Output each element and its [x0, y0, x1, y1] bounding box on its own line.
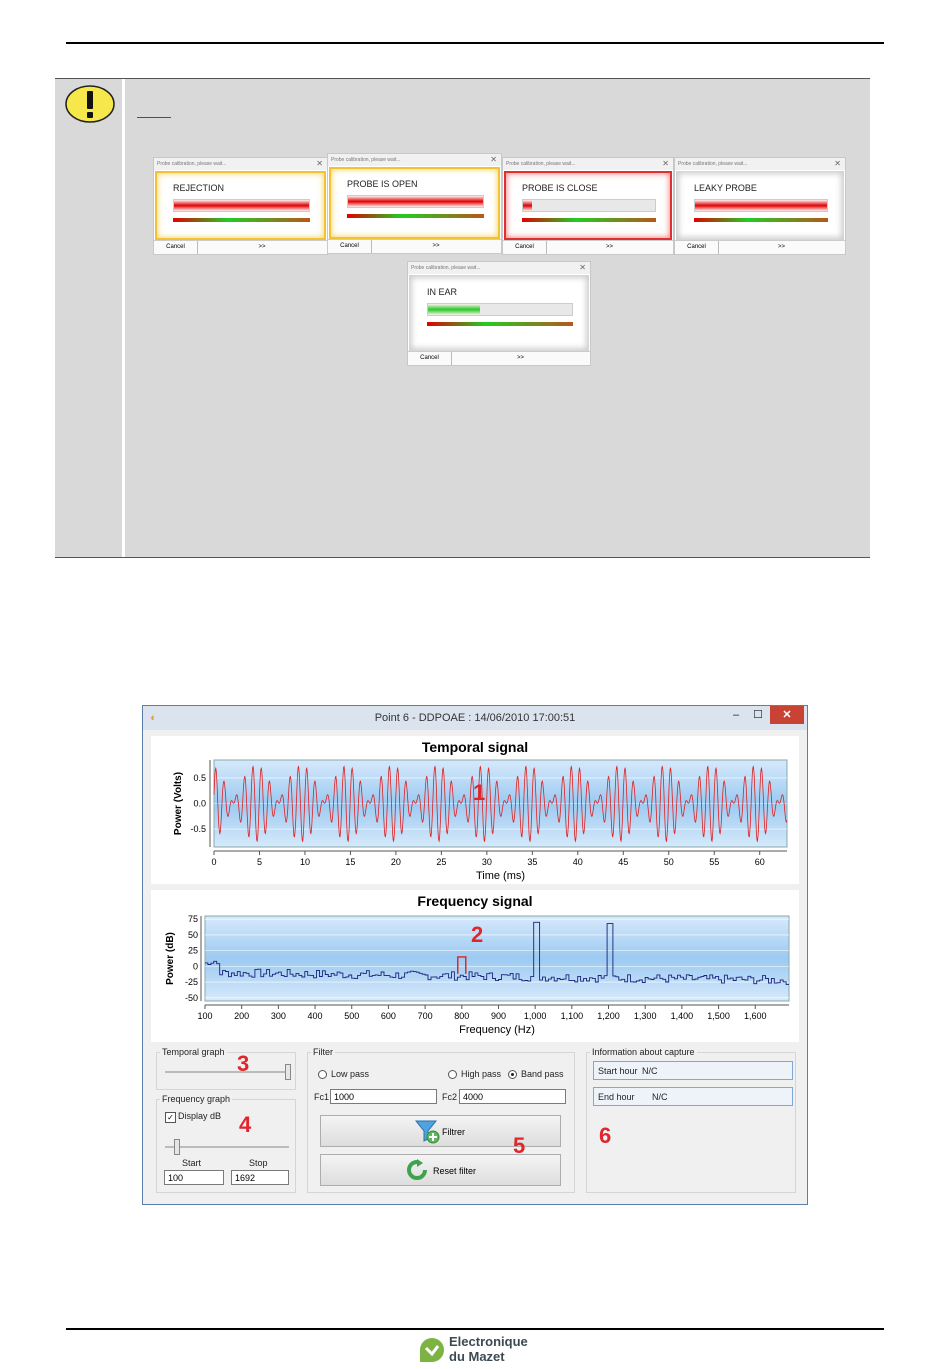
x-tick-label: 40 [572, 857, 583, 867]
start-hour-label: Start hour [598, 1066, 638, 1076]
x-tick-label: 1,600 [743, 1011, 767, 1021]
capture-info-group [586, 1047, 796, 1193]
frequency-graph-label: Frequency graph [162, 1094, 231, 1104]
dialog-body [409, 275, 589, 351]
next-button[interactable]: >> [605, 244, 613, 250]
stop-label: Stop [249, 1158, 268, 1168]
temporal-panel [151, 736, 799, 884]
next-button[interactable]: >> [777, 244, 785, 250]
x-tick-label: 35 [527, 857, 538, 867]
minimize-button[interactable]: – [732, 709, 740, 721]
temporal-chart [151, 736, 799, 884]
y-tick-label: 0 [192, 961, 198, 972]
x-tick-label: 500 [344, 1011, 360, 1021]
frequency-plot-area [205, 916, 789, 1001]
x-tick-label: 700 [417, 1011, 433, 1021]
x-tick-label: 10 [299, 857, 310, 867]
x-tick-label: 100 [197, 1011, 213, 1021]
marker-5: 5 [513, 1133, 526, 1158]
filter-label: Filter [313, 1047, 333, 1057]
band-pass-label: Band pass [521, 1069, 564, 1079]
x-tick-label: 1,400 [670, 1011, 694, 1021]
probe-level-bar [522, 199, 656, 212]
probe-level-bar [173, 199, 310, 212]
warning-box [55, 78, 870, 558]
dialog-body [676, 171, 844, 240]
probe-status-label: IN EAR [427, 287, 458, 297]
cancel-button[interactable]: Cancel [154, 241, 198, 254]
calibration-dialog [674, 157, 846, 255]
warning-icon-column [55, 79, 125, 557]
logo-line-1: Electronique [449, 1334, 528, 1349]
probe-status-label: LEAKY PROBE [694, 183, 757, 193]
dialog-title: Probe calibration, please wait... [328, 154, 501, 166]
logo-mark-icon [416, 1334, 448, 1366]
window-title: Point 6 - DDPOAE : 14/06/2010 17:00:51 [374, 712, 576, 724]
temporal-graph-label: Temporal graph [162, 1047, 225, 1057]
x-tick-label: 55 [709, 857, 720, 867]
close-icon[interactable]: ✕ [834, 159, 841, 168]
dialog-body [329, 167, 500, 239]
reference-bar [522, 218, 656, 222]
calibration-dialog [407, 261, 591, 366]
title-bar[interactable] [143, 706, 807, 730]
fc1-input[interactable]: 1000 [330, 1089, 437, 1104]
frequency-title: Frequency signal [417, 893, 533, 909]
calibration-dialog [153, 157, 328, 255]
x-tick-label: 15 [345, 857, 356, 867]
dialog-footer [503, 240, 673, 254]
x-tick-label: 1,000 [523, 1011, 547, 1021]
frequency-graph-group [156, 1094, 296, 1193]
y-axis-label: Power (dB) [165, 932, 176, 985]
temporal-graph-group [156, 1047, 296, 1090]
close-icon[interactable]: ✕ [579, 263, 586, 272]
warning-icon [64, 83, 116, 125]
dialog-footer [154, 240, 327, 254]
probe-status-label: PROBE IS OPEN [347, 179, 418, 189]
filter-button-label: Filtrer [442, 1127, 465, 1137]
marker-6: 6 [599, 1123, 612, 1148]
dialog-title: Probe calibration, please wait... [154, 158, 327, 170]
footer-logo [416, 1333, 546, 1367]
app-window [142, 705, 808, 1205]
dialog-footer [408, 351, 590, 365]
fc1-label: Fc1 [314, 1092, 330, 1102]
x-tick-label: 600 [380, 1011, 396, 1021]
probe-status-label: REJECTION [173, 183, 225, 193]
stop-input[interactable]: 1692 [231, 1170, 289, 1185]
y-tick-label: -0.5 [190, 824, 206, 835]
low-pass-radio[interactable] [318, 1070, 327, 1079]
refresh-icon [406, 1159, 428, 1181]
x-tick-label: 20 [390, 857, 401, 867]
filter-group [307, 1047, 575, 1193]
frequency-chart [151, 890, 799, 1042]
start-hour-value: N/C [642, 1066, 658, 1076]
end-hour-label: End hour [598, 1092, 635, 1102]
y-tick-label: 0.5 [193, 772, 206, 783]
funnel-add-icon [414, 1118, 440, 1144]
marker-2: 2 [471, 922, 484, 947]
close-icon[interactable]: ✕ [662, 159, 669, 168]
x-tick-label: 50 [663, 857, 674, 867]
dialog-title: Probe calibration, please wait... [675, 158, 845, 170]
marker-4: 4 [239, 1112, 252, 1137]
high-pass-radio[interactable] [448, 1070, 457, 1079]
probe-level-fill [348, 196, 483, 207]
cancel-button[interactable]: Cancel [503, 241, 547, 254]
close-button[interactable]: ✕ [770, 706, 804, 724]
probe-status-label: PROBE IS CLOSE [522, 183, 598, 193]
y-tick-label: 50 [187, 929, 198, 940]
y-tick-label: 25 [187, 945, 198, 956]
band-pass-radio[interactable] [508, 1070, 517, 1079]
probe-level-bar [427, 303, 573, 316]
reference-bar [694, 218, 828, 222]
x-tick-label: 300 [270, 1011, 286, 1021]
dialog-body [155, 171, 326, 240]
x-tick-label: 45 [618, 857, 629, 867]
x-tick-label: 800 [454, 1011, 470, 1021]
x-tick-label: 400 [307, 1011, 323, 1021]
fc2-input[interactable]: 4000 [459, 1089, 566, 1104]
temporal-slider-track[interactable] [165, 1071, 289, 1073]
x-tick-label: 200 [234, 1011, 250, 1021]
close-icon[interactable]: ✕ [316, 159, 323, 168]
next-button[interactable]: >> [516, 355, 524, 361]
y-tick-label: -25 [184, 977, 198, 988]
x-tick-label: 25 [436, 857, 447, 867]
probe-level-fill [428, 304, 480, 315]
start-label: Start [182, 1158, 202, 1168]
header-rule [66, 42, 884, 44]
x-axis-label: Frequency (Hz) [459, 1024, 535, 1036]
dialog-title: Probe calibration, please wait... [408, 262, 590, 274]
end-hour-row [593, 1087, 793, 1106]
reference-bar [173, 218, 310, 222]
maximize-button[interactable]: ☐ [753, 709, 763, 721]
x-axis-label: Time (ms) [475, 870, 526, 882]
x-tick-label: 60 [754, 857, 765, 867]
low-pass-label: Low pass [331, 1069, 370, 1079]
next-button[interactable]: >> [258, 244, 266, 250]
cancel-button[interactable]: Cancel [408, 352, 452, 365]
frequency-panel [151, 890, 799, 1042]
reference-bar [347, 214, 484, 218]
close-icon[interactable]: ✕ [490, 155, 497, 164]
x-tick-label: 30 [481, 857, 492, 867]
x-tick-label: 1,500 [707, 1011, 730, 1021]
capture-info-label: Information about capture [592, 1047, 695, 1057]
calibration-dialog [327, 153, 502, 254]
probe-level-fill [523, 200, 532, 211]
high-pass-label: High pass [461, 1069, 502, 1079]
frequency-slider-track[interactable] [165, 1146, 289, 1148]
fc2-label: Fc2 [442, 1092, 458, 1102]
probe-level-bar [347, 195, 484, 208]
dialog-body [504, 171, 672, 240]
y-axis-label: Power (Volts) [173, 771, 184, 836]
dialog-footer [675, 240, 845, 254]
cancel-button[interactable]: Cancel [675, 241, 719, 254]
x-tick-label: 0 [211, 857, 217, 867]
marker-1: 1 [473, 780, 486, 805]
next-button[interactable]: >> [432, 243, 440, 249]
temporal-slider-thumb[interactable] [285, 1064, 291, 1080]
footer-rule [66, 1328, 884, 1330]
frequency-slider-thumb[interactable] [174, 1139, 180, 1155]
x-tick-label: 5 [256, 857, 262, 867]
probe-level-bar [694, 199, 828, 212]
dialog-title: Probe calibration, please wait... [503, 158, 673, 170]
cancel-button[interactable]: Cancel [328, 240, 372, 253]
y-tick-label: 75 [187, 914, 198, 925]
y-tick-label: -50 [184, 992, 198, 1003]
display-db-label: Display dB [178, 1111, 222, 1121]
dialog-footer [328, 239, 501, 253]
logo-line-2: du Mazet [449, 1349, 505, 1364]
warning-link[interactable] [137, 105, 171, 118]
probe-level-fill [695, 200, 827, 211]
reference-bar [427, 322, 573, 326]
x-tick-label: 900 [490, 1011, 506, 1021]
x-tick-label: 1,300 [633, 1011, 657, 1021]
probe-level-fill [174, 200, 309, 211]
app-icon: ◖ [149, 712, 156, 724]
start-hour-row [593, 1061, 793, 1080]
marker-3: 3 [237, 1051, 250, 1076]
display-db-checkbox[interactable]: ✓ [165, 1112, 176, 1123]
calibration-dialog [502, 157, 674, 255]
y-tick-label: 0.0 [193, 798, 206, 809]
start-input[interactable]: 100 [164, 1170, 224, 1185]
reset-filter-label: Reset filter [433, 1166, 477, 1176]
x-tick-label: 1,100 [560, 1011, 584, 1021]
x-tick-label: 1,200 [597, 1011, 620, 1021]
temporal-title: Temporal signal [421, 739, 529, 755]
end-hour-value: N/C [652, 1092, 668, 1102]
